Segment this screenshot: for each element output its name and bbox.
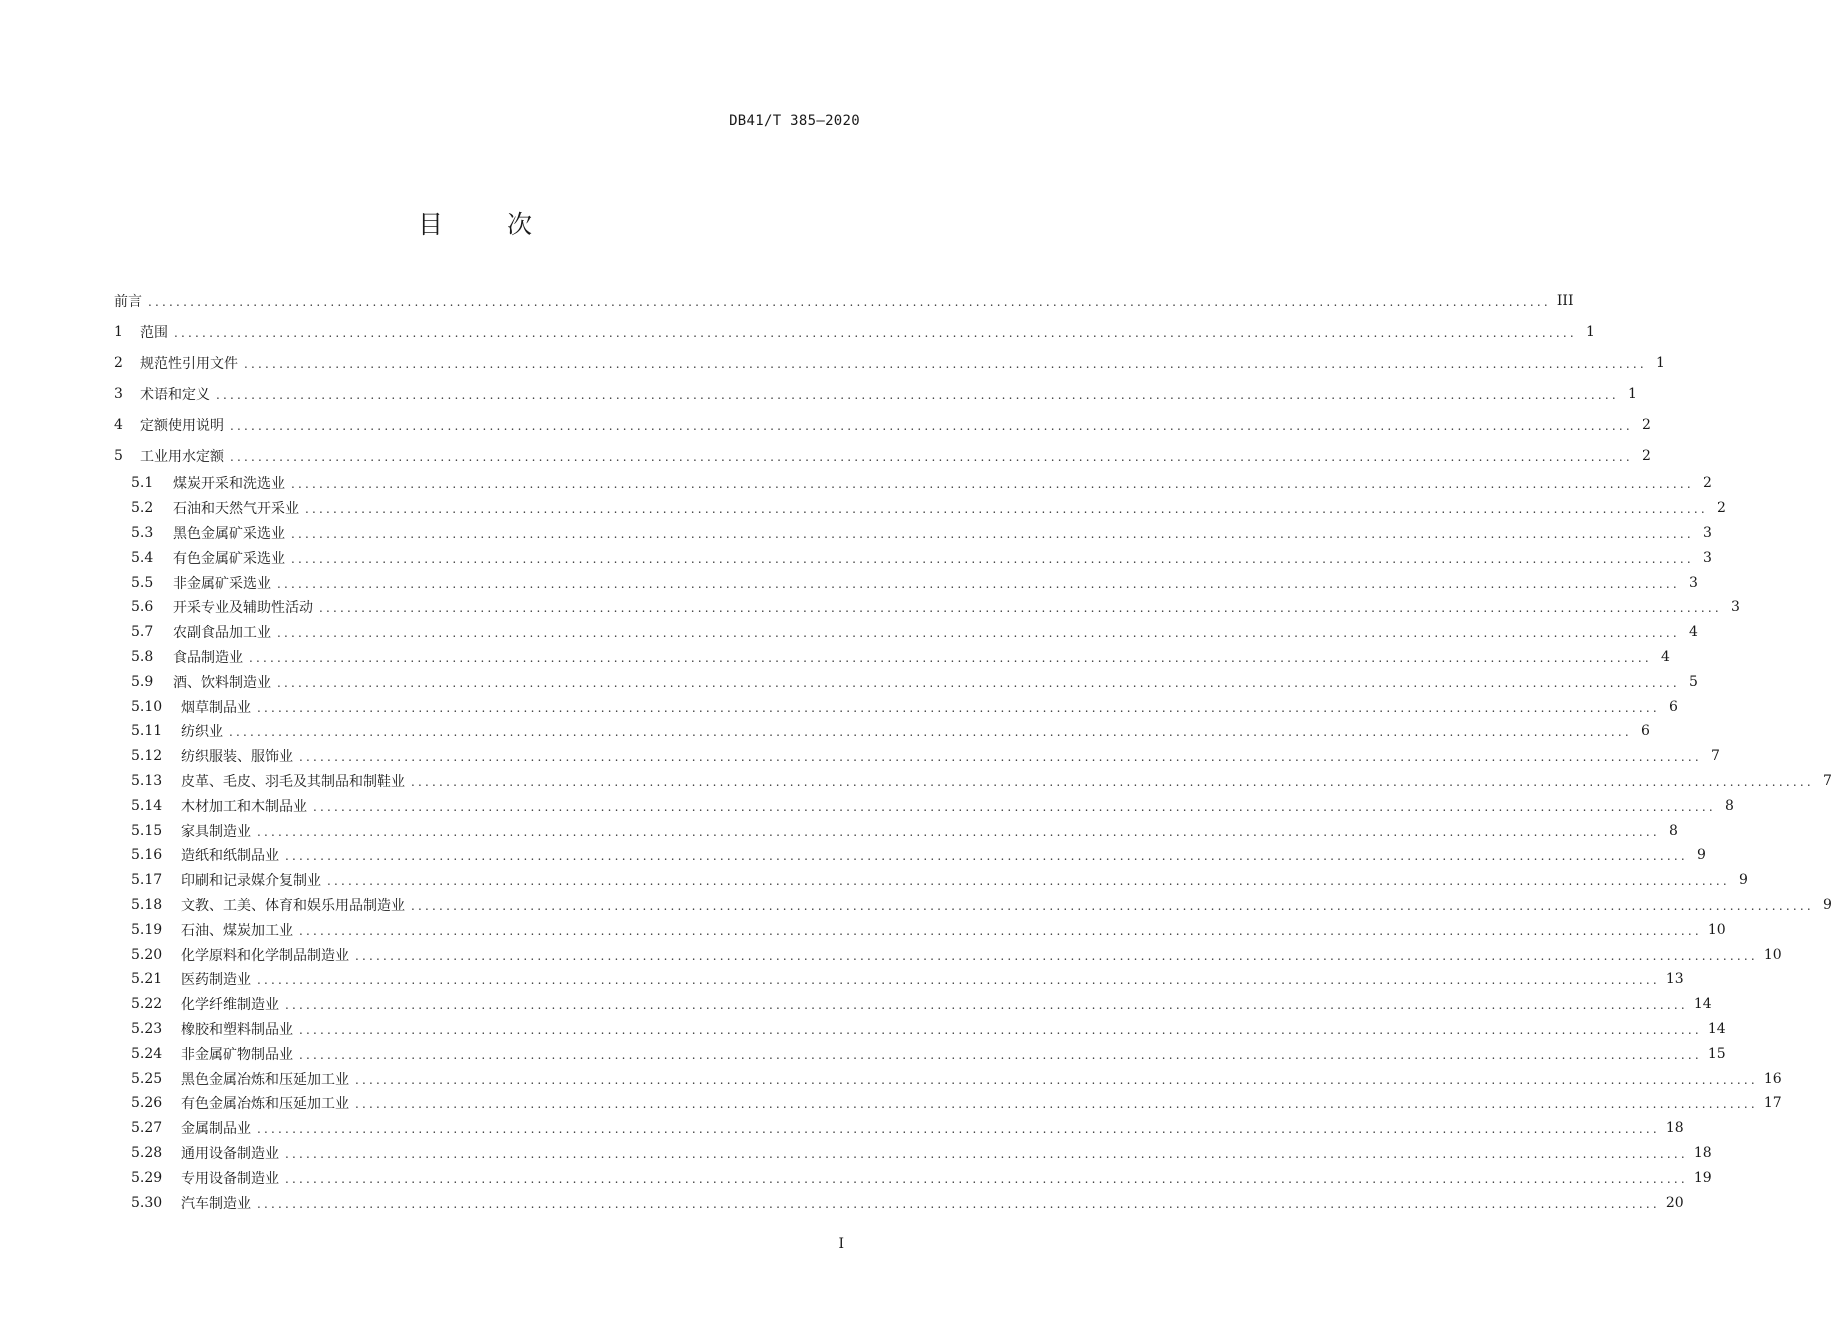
toc-entry-title: 造纸和纸制品业 [181,848,279,865]
toc-leader-dots: ........................................................................................................................................................................................................ [277,576,1680,591]
toc-entry-title: 医药制造业 [181,972,251,989]
toc-entry-number: 5.29 [131,1169,163,1186]
toc-entry-page: 18 [1665,1120,1684,1137]
toc-entry-page: 1 [1585,323,1595,340]
toc-leader-dots: ........................................................................................................................................................................................................ [291,526,1694,541]
toc-entry[interactable] [114,545,1712,570]
toc-leader-dots: ........................................................................................................................................................................................................ [257,1196,1660,1211]
toc-entry-page: 2 [1641,447,1651,464]
toc-leader-dots: ........................................................................................................................................................................................................ [277,626,1680,641]
toc-leader-dots: ........................................................................................................................................................................................................ [249,650,1652,665]
toc-entry-page: 9 [1738,872,1748,889]
toc-entry-number: 5.11 [131,723,163,740]
toc-entry-number: 5.26 [131,1095,163,1112]
toc-entry-title: 化学原料和化学制品制造业 [181,947,349,964]
toc-entry[interactable] [114,719,1650,744]
toc-entry[interactable] [114,818,1678,843]
toc-entry-page: 9 [1822,896,1832,913]
toc-entry[interactable] [114,1141,1712,1166]
toc-leader-dots: ........................................................................................................................................................................................................ [244,356,1647,371]
toc-leader-dots: ........................................................................................................................................................................................................ [148,294,1551,309]
toc-entry[interactable] [114,917,1726,942]
toc-entry-number: 5.22 [131,996,163,1013]
toc-entry-number: 5.4 [131,549,154,566]
toc-entry-number: 5.1 [131,475,154,492]
toc-entry-number: 5.28 [131,1144,163,1161]
toc-entry-page: 6 [1640,723,1650,740]
toc-entry[interactable] [114,1017,1726,1042]
toc-entry-page: 1 [1627,385,1637,402]
toc-entry-title: 工业用水定额 [140,448,224,465]
toc-entry[interactable] [114,769,1832,794]
toc-entry-page: 18 [1693,1144,1712,1161]
toc-entry[interactable] [114,378,1637,409]
toc-entry[interactable] [114,316,1595,347]
toc-entry-page: 3 [1730,599,1740,616]
toc-entry-page: 4 [1660,648,1670,665]
toc-entry-number: 5.20 [131,946,163,963]
toc-entry[interactable] [114,744,1720,769]
toc-leader-dots: ........................................................................................................................................................................................................ [355,1072,1758,1087]
toc-leader-dots: ........................................................................................................................................................................................................ [305,502,1708,517]
toc-leader-dots: ........................................................................................................................................................................................................ [285,1146,1688,1161]
toc-entry-page: 7 [1710,748,1720,765]
toc-entry-page: 3 [1702,524,1712,541]
toc-entry-title: 规范性引用文件 [140,355,238,372]
toc-leader-dots: ........................................................................................................................................................................................................ [230,418,1633,433]
toc-entry-title: 前言 [114,293,142,310]
toc-entry-title: 非金属矿采选业 [173,575,271,592]
toc-entry-title: 黑色金属冶炼和压延加工业 [181,1071,349,1088]
toc-entry-number: 5.5 [131,574,154,591]
toc-leader-dots: ........................................................................................................................................................................................................ [327,874,1730,889]
toc-entry[interactable] [114,521,1712,546]
toc-entry[interactable] [114,620,1698,645]
toc-entry-title: 皮革、毛皮、羽毛及其制品和制鞋业 [181,773,405,790]
toc-leader-dots: ........................................................................................................................................................................................................ [299,923,1702,938]
toc-leader-dots: ........................................................................................................................................................................................................ [313,799,1716,814]
toc-entry[interactable] [114,942,1782,967]
toc-leader-dots: ........................................................................................................................................................................................................ [411,774,1814,789]
toc-leader-dots: ........................................................................................................................................................................................................ [257,824,1660,839]
toc-entry-number: 1 [114,323,123,340]
toc-entry-title: 专用设备制造业 [181,1170,279,1187]
toc-entry-number: 5.19 [131,921,163,938]
toc-entry-page: 16 [1763,1070,1782,1087]
toc-entry-title: 橡胶和塑料制品业 [181,1021,293,1038]
toc-leader-dots: ........................................................................................................................................................................................................ [319,601,1722,616]
toc-leader-dots: ........................................................................................................................................................................................................ [291,551,1694,566]
toc-entry-page: III [1556,292,1574,309]
toc-entry[interactable] [114,1041,1726,1066]
toc-entry-number: 5.25 [131,1070,163,1087]
toc-leader-dots: ........................................................................................................................................................................................................ [411,898,1814,913]
toc-entry-number: 5.13 [131,772,163,789]
toc-entry[interactable] [114,570,1698,595]
toc-entry[interactable] [114,893,1832,918]
toc-entry-page: 5 [1688,673,1698,690]
toc-entry-number: 5.21 [131,971,163,988]
toc-leader-dots: ........................................................................................................................................................................................................ [174,325,1577,340]
toc-leader-dots: ........................................................................................................................................................................................................ [355,1097,1758,1112]
toc-entry-number: 5.24 [131,1045,163,1062]
toc-entry-title: 煤炭开采和洗选业 [173,476,285,493]
toc-entry-number: 2 [114,354,123,371]
toc-entry-title: 化学纤维制造业 [181,997,279,1014]
toc-entry-page: 10 [1763,946,1782,963]
toc-leader-dots: ........................................................................................................................................................................................................ [257,700,1660,715]
page-number: I [838,1236,844,1252]
toc-leader-dots: ........................................................................................................................................................................................................ [299,750,1702,765]
toc-leader-dots: ........................................................................................................................................................................................................ [355,948,1758,963]
toc-entry-title: 印刷和记录媒介复制业 [181,873,321,890]
toc-entry-page: 1 [1655,354,1665,371]
toc-entry-title: 纺织业 [181,724,223,741]
toc-leader-dots: ........................................................................................................................................................................................................ [229,725,1632,740]
toc-leader-dots: ........................................................................................................................................................................................................ [216,387,1619,402]
toc-entry-page: 15 [1707,1045,1726,1062]
toc-entry-number: 5.10 [131,698,163,715]
toc-leader-dots: ........................................................................................................................................................................................................ [291,477,1694,492]
toc-entry-number: 4 [114,416,123,433]
toc-entry-title: 通用设备制造业 [181,1145,279,1162]
toc-entry-title: 开采专业及辅助性活动 [173,600,313,617]
page-title: 目 次 [418,210,560,239]
toc-leader-dots: ........................................................................................................................................................................................................ [299,1022,1702,1037]
toc-entry-number: 5.27 [131,1120,163,1137]
toc-entry-title: 汽车制造业 [181,1195,251,1212]
toc-entry-number: 5.23 [131,1020,163,1037]
toc-entry-page: 10 [1707,921,1726,938]
toc-entry-page: 3 [1688,574,1698,591]
toc-entry-title: 有色金属冶炼和压延加工业 [181,1096,349,1113]
toc-entry[interactable] [114,992,1712,1017]
toc-entry-title: 范围 [140,324,168,341]
toc-entry-page: 2 [1641,416,1651,433]
toc-entry-title: 文教、工美、体育和娱乐用品制造业 [181,897,405,914]
toc-entry-page: 2 [1702,475,1712,492]
toc-entry-title: 金属制品业 [181,1121,251,1138]
toc-entry-page: 17 [1763,1095,1782,1112]
toc-entry-number: 5 [114,447,123,464]
toc-entry-page: 19 [1693,1169,1712,1186]
toc-leader-dots: ........................................................................................................................................................................................................ [285,1171,1688,1186]
toc-entry[interactable] [114,868,1748,893]
toc-leader-dots: ........................................................................................................................................................................................................ [299,1047,1702,1062]
toc-entry-page: 6 [1668,698,1678,715]
toc-entry[interactable] [114,1066,1782,1091]
toc-entry[interactable] [114,843,1706,868]
toc-entry[interactable] [114,440,1651,471]
toc-entry[interactable] [114,694,1678,719]
toc-entry-number: 5.15 [131,822,163,839]
toc-entry-title: 农副食品加工业 [173,625,271,642]
toc-entry-title: 石油和天然气开采业 [173,501,299,518]
toc-entry-number: 5.14 [131,797,163,814]
toc-entry[interactable] [114,285,1574,316]
toc-entry-page: 2 [1716,500,1726,517]
toc-entry-number: 5.17 [131,872,163,889]
toc-leader-dots: ........................................................................................................................................................................................................ [285,849,1688,864]
toc-entry-number: 5.2 [131,500,154,517]
toc-entry-page: 14 [1707,1020,1726,1037]
toc-entry-page: 8 [1724,797,1734,814]
toc-entry-title: 石油、煤炭加工业 [181,922,293,939]
toc-leader-dots: ........................................................................................................................................................................................................ [230,449,1633,464]
toc-entry-title: 非金属矿物制品业 [181,1046,293,1063]
toc-entry-page: 20 [1665,1194,1684,1211]
toc-entry[interactable] [114,347,1665,378]
toc-entry[interactable] [114,793,1734,818]
toc-entry-title: 黑色金属矿采选业 [173,525,285,542]
toc-entry-title: 家具制造业 [181,823,251,840]
toc-entry[interactable] [114,645,1670,670]
toc-entry-title: 术语和定义 [140,386,210,403]
toc-entry-page: 14 [1693,996,1712,1013]
toc-entry-number: 5.6 [131,599,154,616]
toc-entry-title: 食品制造业 [173,649,243,666]
toc-entry[interactable] [114,595,1740,620]
toc-leader-dots: ........................................................................................................................................................................................................ [277,675,1680,690]
toc-entry-title: 定额使用说明 [140,417,224,434]
toc-entry[interactable] [114,1116,1684,1141]
toc-entry-number: 5.9 [131,673,154,690]
toc-leader-dots: ........................................................................................................................................................................................................ [257,1122,1660,1137]
table-of-contents [114,285,1832,1215]
toc-entry-title: 纺织服装、服饰业 [181,749,293,766]
toc-entry-number: 5.12 [131,748,163,765]
toc-entry-number: 5.8 [131,648,154,665]
toc-entry[interactable] [114,409,1651,440]
toc-entry-page: 13 [1665,971,1684,988]
toc-entry-title: 有色金属矿采选业 [173,550,285,567]
toc-entry-page: 7 [1822,772,1832,789]
toc-entry[interactable] [114,1165,1712,1190]
toc-entry-number: 5.7 [131,624,154,641]
toc-leader-dots: ........................................................................................................................................................................................................ [285,998,1688,1013]
toc-entry[interactable] [114,967,1684,992]
toc-entry-page: 9 [1696,847,1706,864]
toc-entry[interactable] [114,1091,1782,1116]
toc-entry[interactable] [114,1190,1684,1215]
toc-entry-title: 酒、饮料制造业 [173,674,271,691]
toc-leader-dots: ........................................................................................................................................................................................................ [257,973,1660,988]
toc-entry-number: 5.3 [131,524,154,541]
toc-entry-number: 5.30 [131,1194,163,1211]
toc-entry-page: 8 [1668,822,1678,839]
toc-entry[interactable] [114,496,1726,521]
toc-entry-page: 3 [1702,549,1712,566]
toc-entry-number: 3 [114,385,123,402]
toc-entry-title: 木材加工和木制品业 [181,798,307,815]
toc-entry-number: 5.16 [131,847,163,864]
toc-entry-page: 4 [1688,624,1698,641]
toc-entry[interactable] [114,669,1698,694]
toc-entry-title: 烟草制品业 [181,699,251,716]
document-code: DB41/T 385—2020 [729,113,860,129]
toc-entry[interactable] [114,471,1712,496]
toc-entry-number: 5.18 [131,896,163,913]
